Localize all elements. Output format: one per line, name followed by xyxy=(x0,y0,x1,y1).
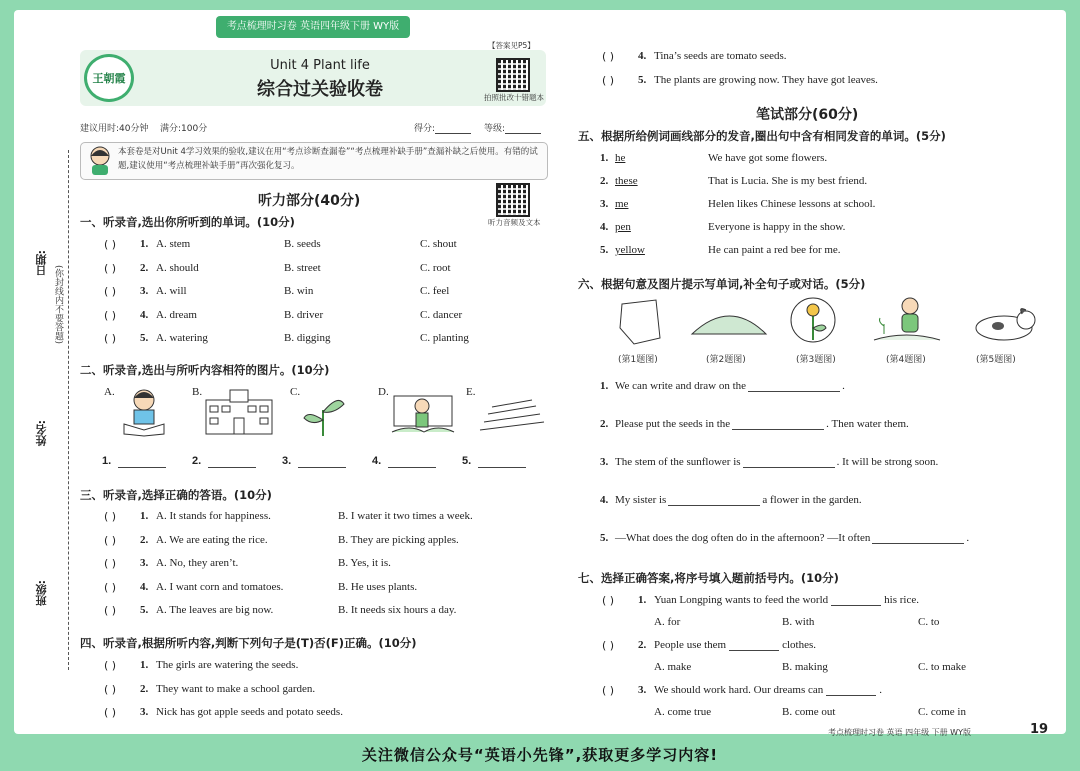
q7-title: 七、选择正确答案,将序号填入题前括号内。(10分) xyxy=(578,571,839,585)
q1-option-b: B. street xyxy=(284,261,321,274)
girl-garden-picture xyxy=(390,386,456,438)
q1-title: 一、听录音,选出你所听到的单词。(10分) xyxy=(80,215,295,229)
date-label: 日期: xyxy=(35,250,48,277)
field-picture xyxy=(478,392,546,434)
q2-answer-blank[interactable] xyxy=(478,467,526,468)
q6-sentence xyxy=(615,532,969,544)
q7-num: 1. xyxy=(638,594,647,606)
q4-statement: Nick has got apple seeds and potato seeds. xyxy=(156,706,343,718)
audio-caption: 听力音频及文本 xyxy=(488,218,541,227)
q1-answer-paren[interactable]: ( ) xyxy=(104,332,117,345)
q7-option-b: B. come out xyxy=(782,706,836,718)
q5-sentence: That is Lucia. She is my best friend. xyxy=(708,175,868,187)
sunflower-picture xyxy=(790,294,836,346)
q2-letter-a: A. xyxy=(104,386,115,398)
sleeping-dog-picture xyxy=(970,300,1040,344)
q5-sentence: We have got some flowers. xyxy=(708,152,828,164)
q6-caption: (第1题图) xyxy=(618,355,658,365)
q7-option-c: C. come in xyxy=(918,706,966,718)
q6-sentence-start: The stem of the sunflower is xyxy=(615,456,741,468)
listening-title: 听力部分(40分) xyxy=(258,193,361,209)
q2-answer-blank[interactable] xyxy=(208,467,256,468)
q1-option-b: B. driver xyxy=(284,308,324,321)
q4-num: 2. xyxy=(140,682,149,695)
q3-option-b: B. Yes, it is. xyxy=(338,557,391,569)
q6-sentence xyxy=(615,380,845,392)
q1-answer-paren[interactable]: ( ) xyxy=(104,261,117,275)
q6-sentence xyxy=(615,418,909,430)
q2-answer-blank[interactable] xyxy=(298,467,346,468)
q3-answer-paren[interactable]: ( ) xyxy=(104,557,117,570)
q1-option-a: A. watering xyxy=(156,332,208,344)
q1-option-a: A. should xyxy=(156,261,199,274)
q4-num: 1. xyxy=(140,659,149,671)
q5-num: 3. xyxy=(600,198,609,210)
q3-option-b: B. They are picking apples. xyxy=(338,533,459,546)
q2-letter-d: D. xyxy=(378,386,389,398)
page-footer-text: 考点梳理时习卷 英语 四年级 下册 WY版 xyxy=(828,728,971,737)
q7-num: 3. xyxy=(638,684,647,696)
q7-answer-blank[interactable] xyxy=(729,650,779,651)
q3-option-b: B. I water it two times a week. xyxy=(338,510,473,522)
brand-logo: 王朝霞 xyxy=(84,54,134,102)
q6-sentence-start: We can write and draw on the xyxy=(615,380,747,392)
q6-num: 5. xyxy=(600,532,609,544)
q3-option-a: A. I want corn and tomatoes. xyxy=(156,580,284,593)
q1-num: 5. xyxy=(140,332,149,344)
q2-title: 二、听录音,选出与所听内容相符的图片。(10分) xyxy=(80,363,330,377)
page-number: 19 xyxy=(1030,722,1049,737)
q6-answer-blank[interactable] xyxy=(732,429,824,430)
q3-num: 5. xyxy=(140,604,149,616)
q3-answer-paren[interactable]: ( ) xyxy=(104,533,117,547)
sprout-picture xyxy=(298,390,348,438)
q6-sentence xyxy=(615,494,862,506)
q3-num: 1. xyxy=(140,510,149,522)
writing-title: 笔试部分(60分) xyxy=(756,107,859,123)
got-label: 得分: xyxy=(414,121,471,134)
school-building-picture xyxy=(202,386,276,436)
q5-sentence: Helen likes Chinese lessons at school. xyxy=(708,198,876,210)
q7-option-a: A. for xyxy=(654,616,681,628)
q7-option-b: B. making xyxy=(782,661,828,673)
q3-answer-paren[interactable]: ( ) xyxy=(104,580,117,594)
girl-planting-picture xyxy=(870,294,942,346)
q7-option-c: C. to xyxy=(918,616,940,628)
q4-statement: The girls are watering the seeds. xyxy=(156,659,299,671)
q2-answer-blank[interactable] xyxy=(118,467,166,468)
teacher-avatar-icon xyxy=(86,144,114,176)
q1-answer-paren[interactable]: ( ) xyxy=(104,285,117,298)
q6-title: 六、根据句意及图片提示写单词,补全句子或对话。(5分) xyxy=(578,277,866,291)
q3-option-a: A. We are eating the rice. xyxy=(156,533,268,546)
q4-answer-paren[interactable]: ( ) xyxy=(602,50,615,63)
q2-answer-blank[interactable] xyxy=(388,467,436,468)
q7-question-end: . xyxy=(879,684,883,696)
q2-letter-b: B. xyxy=(192,386,203,398)
q6-num: 2. xyxy=(600,418,609,430)
score-label: 满分:100分 xyxy=(160,124,208,134)
q6-answer-blank[interactable] xyxy=(668,505,760,506)
q7-question xyxy=(654,684,882,696)
q4-title: 四、听录音,根据所听内容,判断下列句子是(T)否(F)正确。(10分) xyxy=(80,636,417,650)
q3-num: 2. xyxy=(140,533,149,546)
q1-option-c: C. dancer xyxy=(420,308,463,321)
q4-answer-paren[interactable]: ( ) xyxy=(104,706,117,719)
name-label: 姓名: xyxy=(35,420,48,447)
q1-option-c: C. root xyxy=(420,261,451,274)
q3-option-a: A. It stands for happiness. xyxy=(156,510,271,522)
answer-ref: 【答案见P5】 xyxy=(488,41,535,50)
q2-answer-num: 3. xyxy=(282,455,292,467)
q5-sentence: Everyone is happy in the show. xyxy=(708,221,846,233)
q3-option-a: A. The leaves are big now. xyxy=(156,604,274,616)
q1-option-c: C. shout xyxy=(420,238,457,250)
q6-caption: (第3题图) xyxy=(796,355,836,365)
unit-title: Unit 4 Plant life xyxy=(270,58,370,73)
q3-answer-paren[interactable]: ( ) xyxy=(104,604,117,617)
q2-letter-e: E. xyxy=(466,386,476,398)
q7-option-c: C. to make xyxy=(918,661,966,673)
q1-num: 2. xyxy=(140,261,149,274)
audio-qr-icon[interactable] xyxy=(496,183,530,217)
q6-caption: (第4题图) xyxy=(886,355,926,365)
q5-example-word: yellow xyxy=(615,244,645,256)
q5-example-word: he xyxy=(615,152,626,164)
level-label: 等级: xyxy=(484,121,541,134)
q4-answer-paren[interactable]: ( ) xyxy=(602,73,615,87)
q3-option-a: A. No, they aren’t. xyxy=(156,557,239,569)
q2-answer-num: 4. xyxy=(372,455,382,467)
q5-example-word: pen xyxy=(615,221,631,233)
q3-option-b: B. He uses plants. xyxy=(338,580,418,593)
q7-question-start: People use them xyxy=(654,639,727,651)
q4-num: 5. xyxy=(638,73,647,86)
q4-statement: They want to make a school garden. xyxy=(156,682,316,695)
q3-answer-paren[interactable]: ( ) xyxy=(104,510,117,523)
q7-answer-paren[interactable]: ( ) xyxy=(602,594,615,607)
q5-sentence: He can paint a red bee for me. xyxy=(708,244,841,256)
q1-num: 3. xyxy=(140,285,149,297)
q7-question-start: We should work hard. Our dreams can xyxy=(654,684,824,696)
q6-num: 3. xyxy=(600,456,609,468)
paper-picture xyxy=(616,298,662,346)
q7-answer-blank[interactable] xyxy=(826,695,876,696)
q5-num: 1. xyxy=(600,152,609,164)
q1-answer-paren[interactable]: ( ) xyxy=(104,308,117,322)
q6-sentence-end: . xyxy=(842,380,845,392)
q7-option-a: A. come true xyxy=(654,706,712,718)
q6-sentence-start: Please put the seeds in the xyxy=(615,418,731,430)
q7-answer-paren[interactable]: ( ) xyxy=(602,639,615,652)
q6-answer-blank[interactable] xyxy=(748,391,840,392)
notice-text: 本套卷是对Unit 4学习效果的验收,建议在用“考点诊断查漏卷”“考点梳理补缺手册”查漏补缺之后使用。有错的试题,建议使用“考点梳理补缺手册”再次强化复习。 xyxy=(118,147,538,171)
q7-option-b: B. with xyxy=(782,616,815,628)
q7-question-end: clothes. xyxy=(782,639,817,651)
q7-answer-paren[interactable]: ( ) xyxy=(602,684,615,697)
q1-option-b: B. win xyxy=(284,285,314,297)
q1-option-a: A. will xyxy=(156,285,187,297)
q6-sentence-start: —What does the dog often do in the afternoon? —It often xyxy=(615,532,871,544)
boy-reading-picture xyxy=(118,386,174,438)
q4-statement: The plants are growing now. They have got leaves. xyxy=(654,73,878,86)
q6-num: 1. xyxy=(600,380,609,392)
q2-answer-num: 1. xyxy=(102,455,112,467)
q4-statement: Tina’s seeds are tomato seeds. xyxy=(654,50,787,62)
q4-answer-paren[interactable]: ( ) xyxy=(104,682,117,696)
q6-caption: (第2题图) xyxy=(706,355,746,365)
q7-num: 2. xyxy=(638,639,647,651)
q5-num: 4. xyxy=(600,221,609,233)
q1-option-a: A. dream xyxy=(156,308,197,321)
q4-num: 4. xyxy=(638,50,647,62)
q1-option-c: C. planting xyxy=(420,332,469,344)
q4-answer-paren[interactable]: ( ) xyxy=(104,659,117,672)
q6-sentence-end: a flower in the garden. xyxy=(762,494,862,506)
q1-option-c: C. feel xyxy=(420,285,450,297)
q7-answer-blank[interactable] xyxy=(831,605,881,606)
q6-sentence-end: . It will be strong soon. xyxy=(836,456,939,468)
q6-answer-blank[interactable] xyxy=(743,467,835,468)
q6-answer-blank[interactable] xyxy=(872,543,964,544)
q6-sentence-end: . xyxy=(966,532,970,544)
binding-line xyxy=(68,150,69,670)
class-label: 班级: xyxy=(35,580,48,607)
q2-answer-num: 2. xyxy=(192,455,202,467)
q3-title: 三、听录音,选择正确的答语。(10分) xyxy=(80,488,272,502)
q1-num: 1. xyxy=(140,238,149,250)
q7-question-start: Yuan Longping wants to feed the world xyxy=(654,594,829,606)
q6-num: 4. xyxy=(600,494,609,506)
q2-letter-c: C. xyxy=(290,386,301,398)
q7-option-a: A. make xyxy=(654,661,692,673)
q5-example-word: these xyxy=(615,175,638,187)
q7-question-end: his rice. xyxy=(884,594,919,606)
qr-code-icon[interactable] xyxy=(496,58,530,92)
q5-example-word: me xyxy=(615,198,629,210)
seal-note: (你封线内不要答题) xyxy=(53,265,63,345)
q4-num: 3. xyxy=(140,706,149,718)
q3-option-b: B. It needs six hours a day. xyxy=(338,604,457,616)
soil-pile-picture xyxy=(690,302,768,338)
q5-title: 五、根据所给例词画线部分的发音,圈出句中含有相同发音的单词。(5分) xyxy=(578,129,946,143)
q5-num: 2. xyxy=(600,175,609,187)
q6-sentence-start: My sister is xyxy=(615,494,667,506)
q1-option-b: B. seeds xyxy=(284,238,321,250)
q7-question xyxy=(654,594,919,606)
q3-num: 4. xyxy=(140,580,149,593)
q5-num: 5. xyxy=(600,244,609,256)
q6-sentence xyxy=(615,456,938,468)
top-banner: 考点梳理时习卷 英语四年级下册 WY版 xyxy=(216,16,410,38)
q2-answer-num: 5. xyxy=(462,455,472,467)
q1-option-a: A. stem xyxy=(156,238,191,250)
q1-num: 4. xyxy=(140,308,149,321)
qr-caption: 拍照批改十错题本 xyxy=(484,93,544,102)
q6-sentence-end: . Then water them. xyxy=(826,418,909,430)
q3-num: 3. xyxy=(140,557,149,569)
q7-question xyxy=(654,639,816,651)
q1-answer-paren[interactable]: ( ) xyxy=(104,238,117,251)
exam-title: 综合过关验收卷 xyxy=(257,79,383,100)
q1-option-b: B. digging xyxy=(284,332,331,344)
bottom-slogan: 关注微信公众号“英语小先锋”,获取更多学习内容! xyxy=(361,746,719,764)
q6-caption: (第5题图) xyxy=(976,355,1016,365)
time-label: 建议用时:40分钟 xyxy=(80,124,149,134)
